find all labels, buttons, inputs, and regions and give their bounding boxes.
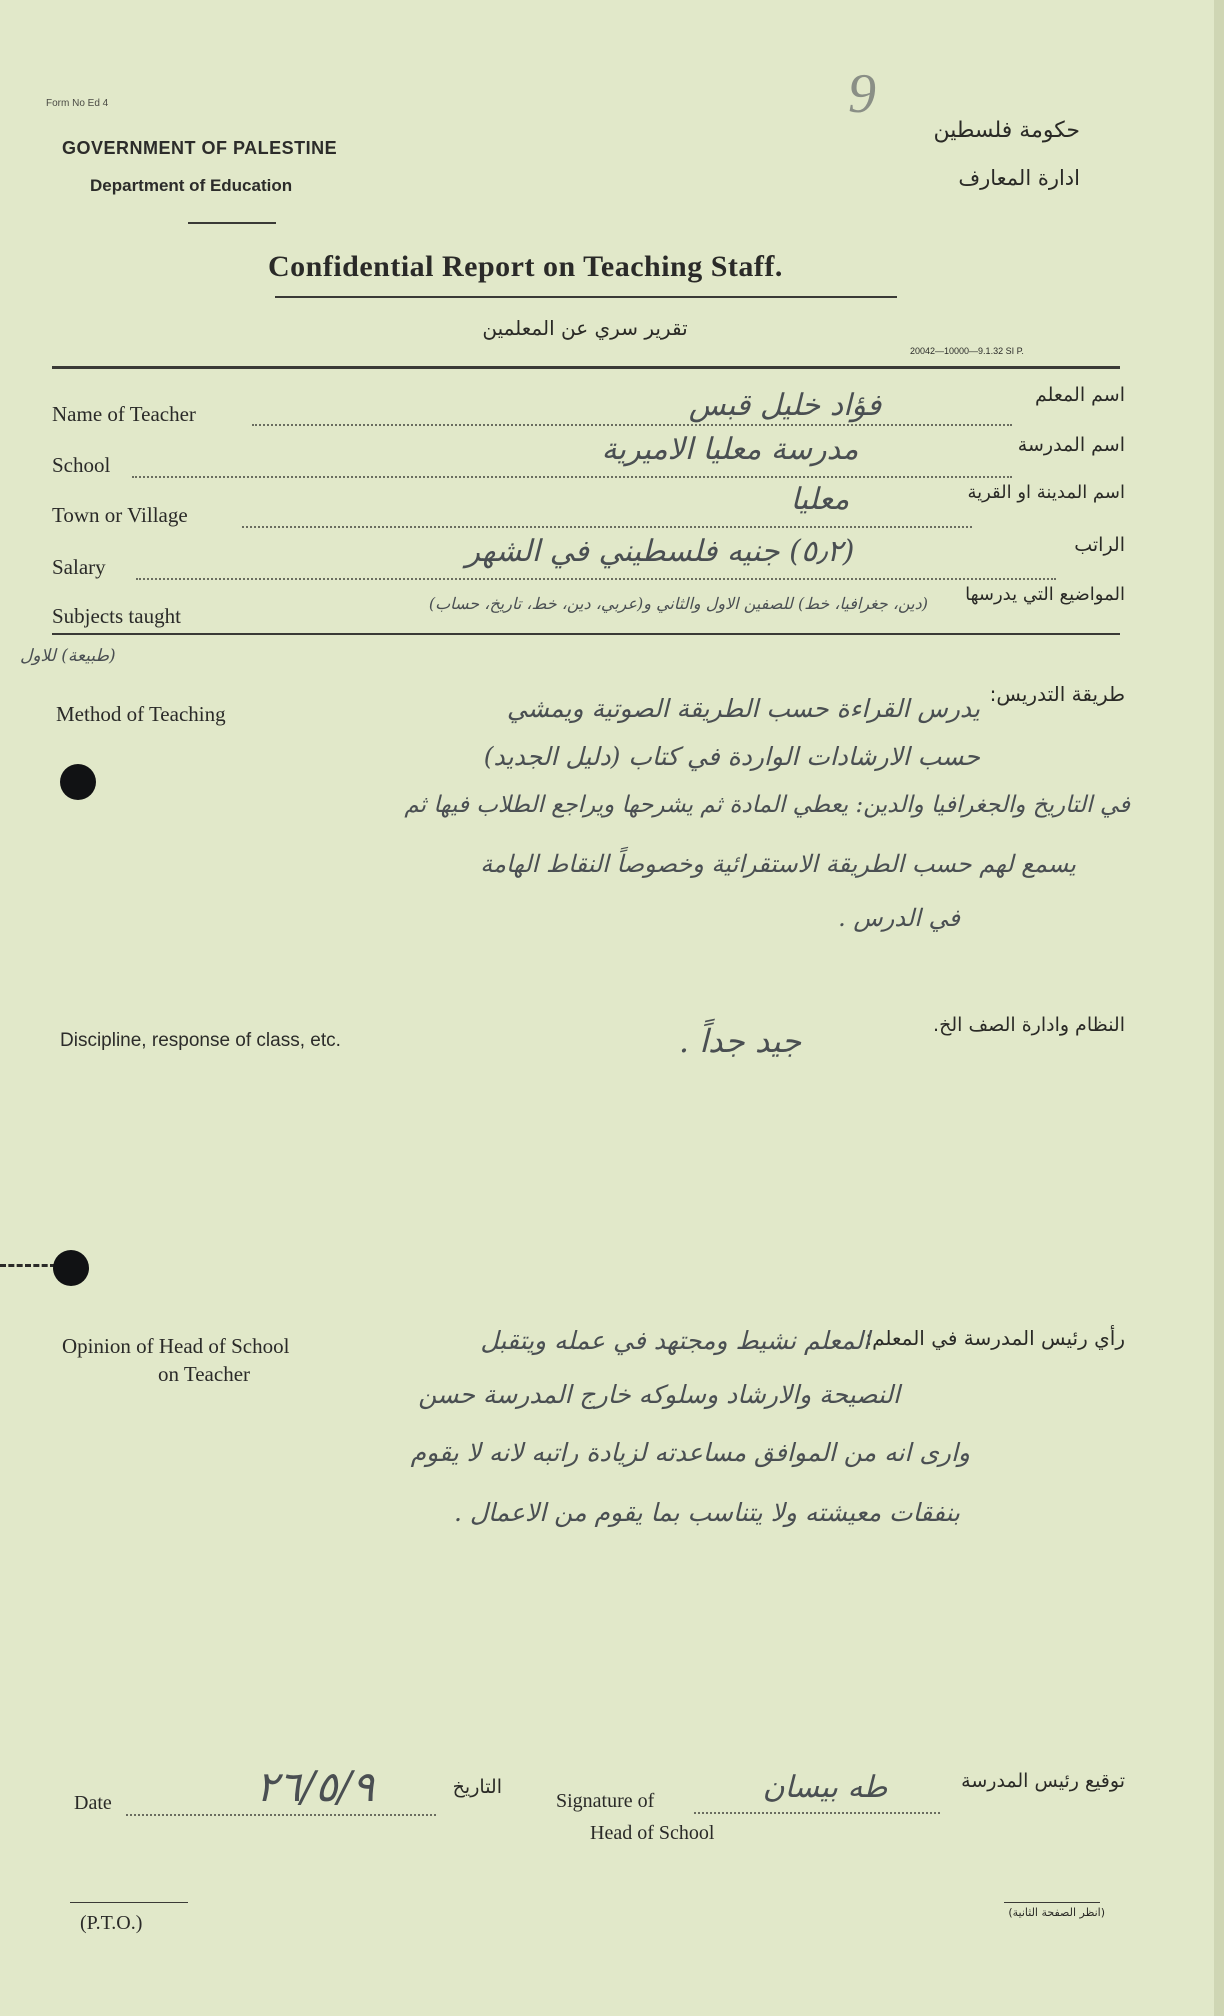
town-dotted-line — [242, 526, 972, 528]
subjects-divider — [52, 633, 1120, 635]
signature-dotted-line — [694, 1812, 940, 1814]
teacher-name-value: فؤاد خليل قبس — [688, 388, 882, 423]
subjects-value-continued: (طبيعة) للاول — [20, 646, 116, 666]
department-title-arabic: ادارة المعارف — [958, 166, 1080, 190]
pto-arabic-rule — [1004, 1902, 1100, 1903]
opinion-line-1: المعلم نشيط ومجتهد في عمله ويتقبل — [480, 1326, 870, 1355]
salary-label-arabic: الراتب — [1074, 534, 1125, 556]
salary-label: Salary — [52, 555, 106, 579]
head-signature: طه بيسان — [762, 1770, 888, 1805]
opinion-line-4: بنفقات معيشته ولا يتناسب بما يقوم من الاعمال . — [453, 1498, 960, 1527]
method-label-arabic: طريقة التدريس: — [989, 682, 1125, 706]
opinion-line-2: النصيحة والارشاد وسلوكه خارج المدرسة حسن — [418, 1380, 900, 1409]
punch-hole-top — [60, 764, 96, 800]
town-value: معليا — [790, 482, 850, 517]
discipline-label: Discipline, response of class, etc. — [60, 1030, 341, 1051]
opinion-label-arabic: رأي رئيس المدرسة في المعلم: — [865, 1326, 1125, 1350]
method-line-5: في الدرس . — [838, 904, 960, 932]
school-value: مدرسة معليا الاميرية — [601, 432, 859, 467]
name-label: Name of Teacher — [52, 402, 196, 426]
pto-note: (P.T.O.) — [80, 1912, 143, 1934]
school-label: School — [52, 453, 111, 477]
name-dotted-line — [252, 424, 1012, 426]
method-line-4: يسمع لهم حسب الطريقة الاستقرائية وخصوصاً النقاط الهامة — [480, 850, 1076, 878]
form-number: Form No Ed 4 — [46, 98, 109, 109]
pto-rule — [70, 1902, 188, 1903]
date-value: ٢٦/٥/٩ — [255, 1762, 375, 1811]
paper-edge — [1214, 0, 1224, 2016]
discipline-value: جيد جداً . — [678, 1022, 802, 1060]
signature-label-line-1: Signature of — [556, 1790, 655, 1812]
signature-label-line-2: Head of School — [590, 1822, 715, 1844]
subjects-value: (دين، جغرافيا، خط) للصفين الاول والثاني و(عربي، دين، خط، تاريخ، حساب) — [428, 594, 928, 613]
pto-note-arabic: (انظر الصفحة الثانية) — [1008, 1906, 1105, 1919]
date-dotted-line — [126, 1814, 436, 1816]
punch-hole-bottom — [53, 1250, 89, 1286]
salary-dotted-line — [136, 578, 1056, 580]
method-line-3: في التاريخ والجغرافيا والدين: يعطي المادة ثم يشرحها ويراجع الطلاب فيها ثم — [404, 792, 1130, 818]
government-title-arabic: حكومة فلسطين — [933, 118, 1080, 143]
report-title-arabic: تقرير سري عن المعلمين — [482, 316, 688, 340]
method-line-1: يدرس القراءة حسب الطريقة الصوتية ويمشي — [506, 694, 980, 723]
hole-tear-mark — [0, 1264, 56, 1271]
town-label: Town or Village — [52, 503, 188, 527]
opinion-label-line-1: Opinion of Head of School — [62, 1334, 290, 1358]
method-line-2: حسب الارشادات الواردة في كتاب (دليل الجديد) — [483, 742, 980, 771]
discipline-label-arabic: النظام وادارة الصف الخ. — [933, 1014, 1125, 1036]
report-title: Confidential Report on Teaching Staff. — [268, 250, 783, 283]
opinion-line-3: وارى انه من الموافق مساعدته لزيادة راتبه لانه لا يقوم — [410, 1438, 970, 1467]
title-underline — [275, 296, 897, 298]
subjects-label: Subjects taught — [52, 604, 181, 628]
header-short-rule — [188, 222, 276, 224]
page-number: 9 — [848, 63, 876, 125]
town-label-arabic: اسم المدينة او القرية — [967, 482, 1125, 503]
school-label-arabic: اسم المدرسة — [1017, 434, 1125, 456]
signature-label-arabic: توقيع رئيس المدرسة — [961, 1770, 1125, 1792]
government-title: GOVERNMENT OF PALESTINE — [62, 138, 338, 158]
name-label-arabic: اسم المعلم — [1034, 384, 1125, 406]
salary-value: (٥٫٢) جنيه فلسطيني في الشهر — [465, 534, 855, 569]
school-dotted-line — [132, 476, 1012, 478]
print-code: 20042—10000—9.1.32 SI P. — [910, 346, 1024, 356]
date-label-arabic: التاريخ — [452, 1776, 502, 1798]
subjects-label-arabic: المواضيع التي يدرسها — [965, 584, 1125, 605]
date-label: Date — [74, 1792, 112, 1814]
method-label: Method of Teaching — [56, 702, 226, 726]
header-divider — [52, 366, 1120, 369]
opinion-label-line-2: on Teacher — [158, 1362, 251, 1386]
department-title: Department of Education — [90, 176, 293, 195]
